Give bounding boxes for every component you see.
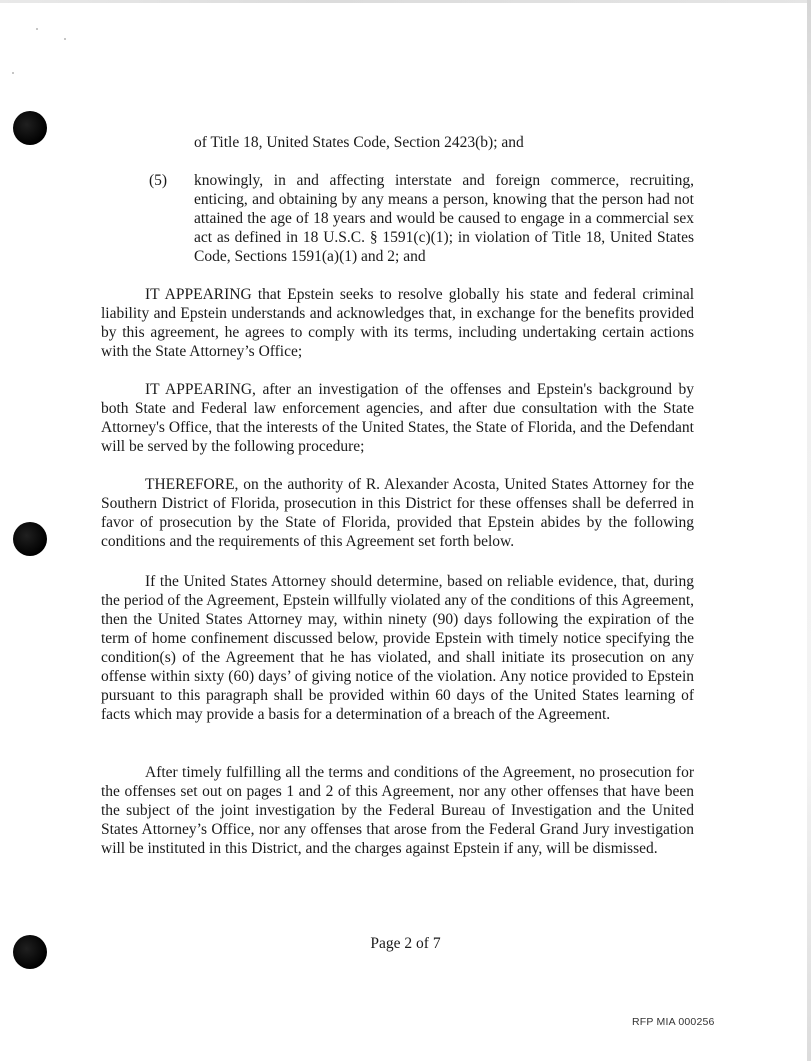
punch-hole-top bbox=[13, 111, 47, 145]
scan-top-edge bbox=[0, 0, 811, 3]
punch-hole-middle bbox=[13, 522, 47, 556]
scan-speck bbox=[36, 28, 38, 30]
continuation-line: of Title 18, United States Code, Section 2423(b); and bbox=[194, 134, 524, 151]
scan-right-edge bbox=[807, 0, 811, 1061]
bates-number: RFP MIA 000256 bbox=[632, 1016, 715, 1028]
scan-speck bbox=[64, 38, 66, 40]
scan-speck bbox=[12, 72, 14, 74]
page-number: Page 2 of 7 bbox=[370, 935, 441, 952]
paragraph-therefore: THEREFORE, on the authority of R. Alexander Acosta, United States Attorney for the Southern District of Florida, prosecution in this District for these offenses shall be deferred in favor of prosecution by the State of Florida, provided that Epstein abides by the following conditions and the requirements of this Agreement set forth below. bbox=[101, 476, 694, 550]
list-item-text: knowingly, in and affecting interstate and foreign commerce, recruiting, enticing, and obtaining by any means a person, knowing that the person had not attained the age of 18 years and would be caused to engage in a commercial sex act as defined in 18 U.S.C. § 1591(c)(1); in violation of Title 18, United States Code, Sections 1591(a)(1) and 2; and bbox=[194, 172, 694, 265]
paragraph-breach-notice: If the United States Attorney should determine, based on reliable evidence, that, during the period of the Agreement, Epstein willfully violated any of the conditions of this Agreement, then the United States Attorney may, within ninety (90) days following the expiration of the term of home confinement discussed below, provide Epstein with timely notice specifying the condition(s) of the Agreement that he has violated, and shall initiate its prosecution on any offense within sixty (60) days’ of giving notice of the violation. Any notice provided to Epstein pursuant to this paragraph shall be provided within 60 days of the United States learning of facts which may provide a basis for a determination of a breach of the Agreement. bbox=[101, 573, 694, 723]
paragraph-global-resolution: IT APPEARING that Epstein seeks to resolve globally his state and federal criminal liability and Epstein understands and acknowledges that, in exchange for the benefits provided by this agreement, he agrees to comply with its terms, including undertaking certain actions with the State Attorney’s Office; bbox=[101, 286, 694, 360]
paragraph-no-prosecution: After timely fulfilling all the terms and conditions of the Agreement, no prosecution for the offenses set out on pages 1 and 2 of this Agreement, nor any other offenses that have been the subject of the joint investigation by the Federal Bureau of Investigation and the United States Attorney’s Office, nor any offenses that arose from the Federal Grand Jury investigation will be instituted in this District, and the charges against Epstein if any, will be dismissed. bbox=[101, 764, 694, 857]
list-item-number: (5) bbox=[149, 172, 168, 189]
paragraph-investigation: IT APPEARING, after an investigation of the offenses and Epstein's background by both State and Federal law enforcement agencies, and after due consultation with the State Attorney's Office, that the interests of the United States, the State of Florida, and the Defendant will be served by the following procedure; bbox=[101, 381, 694, 455]
